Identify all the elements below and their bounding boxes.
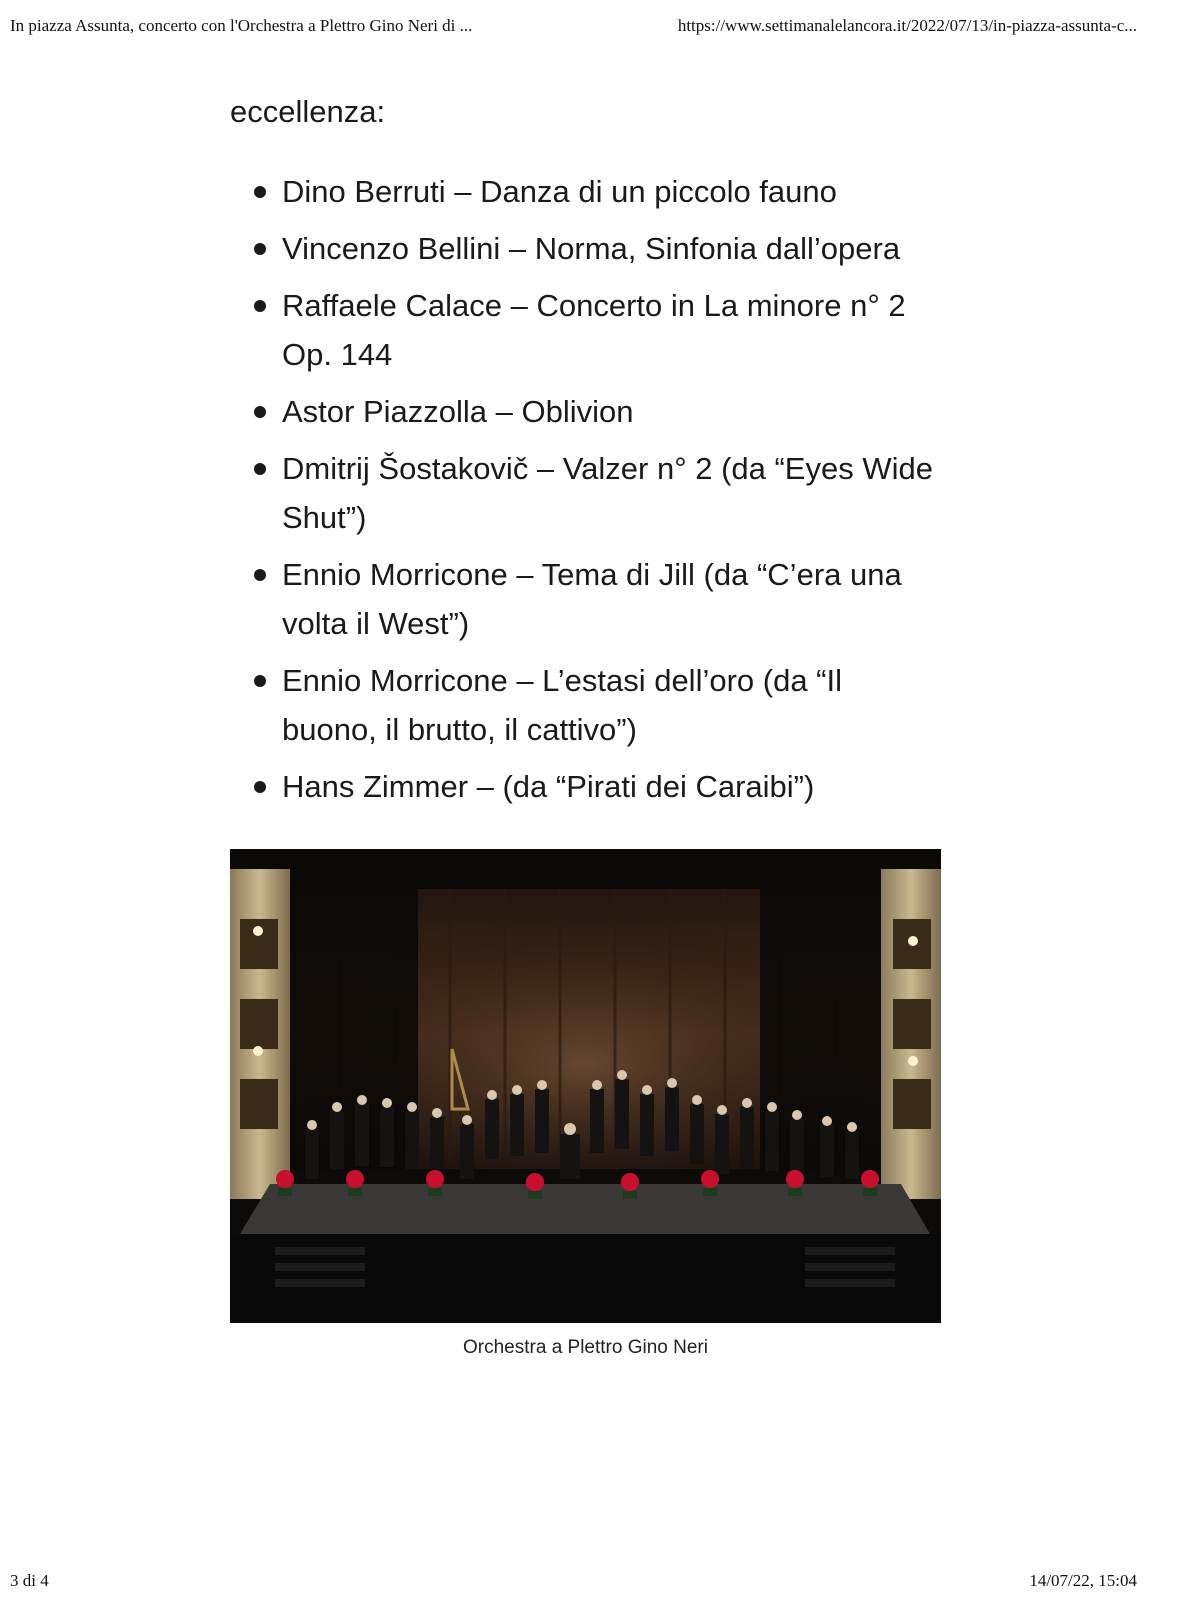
list-item-text: Hans Zimmer – (da “Pirati dei Caraibi”) <box>282 769 815 804</box>
bullet-icon <box>254 300 266 312</box>
page-number: 3 di 4 <box>10 1571 49 1590</box>
article-figure <box>230 849 941 1359</box>
list-item <box>282 656 945 754</box>
article-body <box>230 88 945 819</box>
list-item <box>282 762 945 811</box>
list-item-text: Vincenzo Bellini – Norma, Sinfonia dall’opera <box>282 231 901 266</box>
program-list <box>230 167 945 811</box>
list-item-text: Raffaele Calace – Concerto in La minore n° 2 Op. 144 <box>282 288 906 372</box>
print-footer <box>10 1571 1137 1591</box>
list-item <box>282 281 945 379</box>
bullet-icon <box>254 781 266 793</box>
bullet-icon <box>254 463 266 475</box>
list-item-text: Ennio Morricone – Tema di Jill (da “C’era una volta il West”) <box>282 557 902 641</box>
list-item <box>282 167 945 216</box>
list-item <box>282 550 945 648</box>
list-item-text: Ennio Morricone – L’estasi dell’oro (da “Il buono, il brutto, il cattivo”) <box>282 663 842 747</box>
figure-caption: Orchestra a Plettro Gino Neri <box>463 1337 708 1358</box>
bullet-icon <box>254 406 266 418</box>
list-item <box>282 224 945 273</box>
bullet-icon <box>254 569 266 581</box>
bullet-icon <box>254 186 266 198</box>
list-item-text: Dino Berruti – Danza di un piccolo fauno <box>282 174 837 209</box>
bullet-icon <box>254 243 266 255</box>
bullet-icon <box>254 675 266 687</box>
list-item <box>282 387 945 436</box>
list-item-text: Dmitrij Šostakovič – Valzer n° 2 (da “Eyes Wide Shut”) <box>282 451 933 535</box>
print-datetime: 14/07/22, 15:04 <box>1029 1571 1137 1590</box>
list-item-text: Astor Piazzolla – Oblivion <box>282 394 634 429</box>
page-url: https://www.settimanalelancora.it/2022/07/13/in-piazza-assunta-c... <box>677 16 1137 35</box>
list-item <box>282 444 945 542</box>
print-header <box>10 16 1137 36</box>
orchestra-photo <box>230 849 941 1323</box>
page-title: In piazza Assunta, concerto con l'Orchestra a Plettro Gino Neri di ... <box>10 16 473 35</box>
lead-text: eccellenza: <box>230 94 386 129</box>
